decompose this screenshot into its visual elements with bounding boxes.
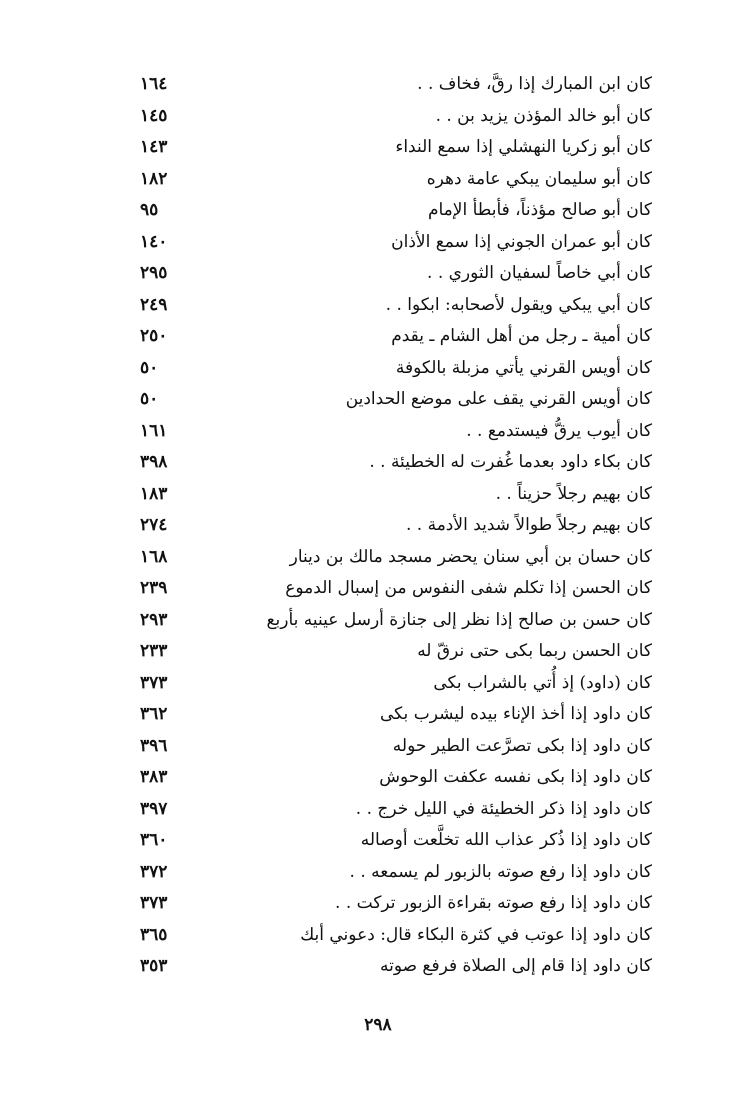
index-list xyxy=(140,70,652,984)
index-entry xyxy=(140,228,652,260)
entry-page-number: ٣٦٢ xyxy=(140,704,168,724)
entry-text: كان أبي خاصاً لسفيان الثوري . . xyxy=(427,263,652,283)
entry-text: كان الحسن إذا تكلم شفى النفوس من إسبال الدموع xyxy=(285,578,652,598)
entry-page-number: ١٦١ xyxy=(140,420,168,441)
entry-text: كان ابن المبارك إذا رقَّ، فخاف . . xyxy=(417,74,652,94)
entry-text: كان أبي يبكي ويقول لأصحابه: ابكوا . . xyxy=(385,294,652,315)
index-entry xyxy=(140,385,652,417)
entry-page-number: ٩٥ xyxy=(140,200,159,220)
entry-text: كان أبو زكريا النهشلي إذا سمع النداء xyxy=(395,137,652,157)
entry-page-number: ١٨٢ xyxy=(140,168,168,189)
index-entry xyxy=(140,543,652,575)
entry-text: كان بكاء داود بعدما غُفرت له الخطيئة . . xyxy=(369,452,652,472)
entry-text: كان أويس القرني يقف على موضع الحدادين xyxy=(345,389,652,409)
entry-text: كان داود إذا بكى تصرَّعت الطير حوله xyxy=(392,735,652,756)
entry-page-number: ٣٩٧ xyxy=(140,798,168,819)
index-entry xyxy=(140,858,652,890)
index-entry xyxy=(140,102,652,134)
index-entry xyxy=(140,354,652,386)
entry-page-number: ٥٠ xyxy=(140,357,159,378)
entry-text: كان بهيم رجلاً طوالاً شديد الأدمة . . xyxy=(405,515,652,535)
index-entry xyxy=(140,259,652,291)
entry-page-number: ٢٤٩ xyxy=(140,294,168,315)
index-entry xyxy=(140,70,652,102)
entry-text: كان حسن بن صالح إذا نظر إلى جنازة أرسل عينيه بأربع xyxy=(266,609,652,630)
index-entry xyxy=(140,826,652,858)
index-entry xyxy=(140,322,652,354)
entry-text: كان أويس القرني يأتي مزبلة بالكوفة xyxy=(395,357,652,378)
entry-text: كان داود إذا عوتب في كثرة البكاء قال: دعوني أبك xyxy=(300,924,652,945)
entry-page-number: ٢٥٠ xyxy=(140,326,168,346)
entry-text: كان أبو عمران الجوني إذا سمع الأذان xyxy=(391,231,652,252)
entry-page-number: ١٤٣ xyxy=(140,137,168,157)
entry-text: كان أبو خالد المؤذن يزيد بن . . xyxy=(435,105,652,126)
index-entry xyxy=(140,637,652,669)
entry-page-number: ٣٧٣ xyxy=(140,893,168,913)
entry-text: كان أبو صالح مؤذناً، فأبطأ الإمام xyxy=(427,200,652,220)
index-entry xyxy=(140,480,652,512)
index-entry xyxy=(140,952,652,984)
index-entry xyxy=(140,574,652,606)
entry-page-number: ٢٩٥ xyxy=(140,263,168,283)
index-entry xyxy=(140,732,652,764)
entry-text: كان أبو سليمان يبكي عامة دهره xyxy=(426,168,652,189)
entry-text: كان أمية ـ رجل من أهل الشام ـ يقدم xyxy=(391,326,652,346)
entry-page-number: ٣٨٣ xyxy=(140,767,168,787)
entry-text: كان داود إذا أخذ الإناء بيده ليشرب بكى xyxy=(380,704,652,724)
index-entry xyxy=(140,417,652,449)
index-entry xyxy=(140,165,652,197)
entry-page-number: ٣٧٣ xyxy=(140,672,168,693)
entry-page-number: ٣٦٥ xyxy=(140,924,168,945)
entry-text: كان الحسن ربما بكى حتى نرقّ له xyxy=(417,641,652,661)
page-number: ٢٩٨ xyxy=(364,1015,392,1035)
entry-text: كان داود إذا بكى نفسه عكفت الوحوش xyxy=(379,767,652,787)
entry-page-number: ٢٣٩ xyxy=(140,578,168,598)
entry-text: كان (داود) إذ أُتي بالشراب بكى xyxy=(433,672,652,693)
entry-page-number: ٥٠ xyxy=(140,389,159,409)
index-entry xyxy=(140,133,652,165)
entry-text: كان داود إذا ذكر الخطيئة في الليل خرج . . xyxy=(355,798,652,819)
entry-page-number: ٣٦٠ xyxy=(140,830,168,850)
index-entry xyxy=(140,291,652,323)
entry-page-number: ١٦٤ xyxy=(140,74,168,94)
index-entry xyxy=(140,700,652,732)
entry-page-number: ١٤٥ xyxy=(140,105,168,126)
entry-text: كان بهيم رجلاً حزيناً . . xyxy=(495,483,652,504)
entry-text: كان داود إذا رفع صوته بقراءة الزبور تركت . . xyxy=(335,893,652,913)
entry-text: كان داود إذا ذُكر عذاب الله تخلَّعت أوصاله xyxy=(360,830,652,850)
entry-text: كان أيوب يرقُّ فيستدمع . . xyxy=(466,420,652,441)
index-entry xyxy=(140,921,652,953)
index-entry xyxy=(140,763,652,795)
index-entry xyxy=(140,196,652,228)
index-entry xyxy=(140,889,652,921)
entry-page-number: ٣٩٦ xyxy=(140,735,168,756)
entry-page-number: ٣٧٢ xyxy=(140,861,168,882)
entry-page-number: ١٦٨ xyxy=(140,546,168,567)
entry-text: كان داود إذا قام إلى الصلاة فرفع صوته xyxy=(379,956,652,976)
index-entry xyxy=(140,511,652,543)
entry-text: كان داود إذا رفع صوته بالزبور لم يسمعه . . xyxy=(349,861,652,882)
entry-page-number: ١٤٠ xyxy=(140,231,168,252)
index-entry xyxy=(140,795,652,827)
entry-page-number: ١٨٣ xyxy=(140,483,168,504)
entry-page-number: ٢٣٣ xyxy=(140,641,168,661)
entry-text: كان حسان بن أبي سنان يحضر مسجد مالك بن دينار xyxy=(289,546,652,567)
index-entry xyxy=(140,606,652,638)
entry-page-number: ٣٥٣ xyxy=(140,956,168,976)
index-entry xyxy=(140,669,652,701)
entry-page-number: ٣٩٨ xyxy=(140,452,168,472)
entry-page-number: ٢٩٣ xyxy=(140,609,168,630)
entry-page-number: ٢٧٤ xyxy=(140,515,168,535)
index-entry xyxy=(140,448,652,480)
